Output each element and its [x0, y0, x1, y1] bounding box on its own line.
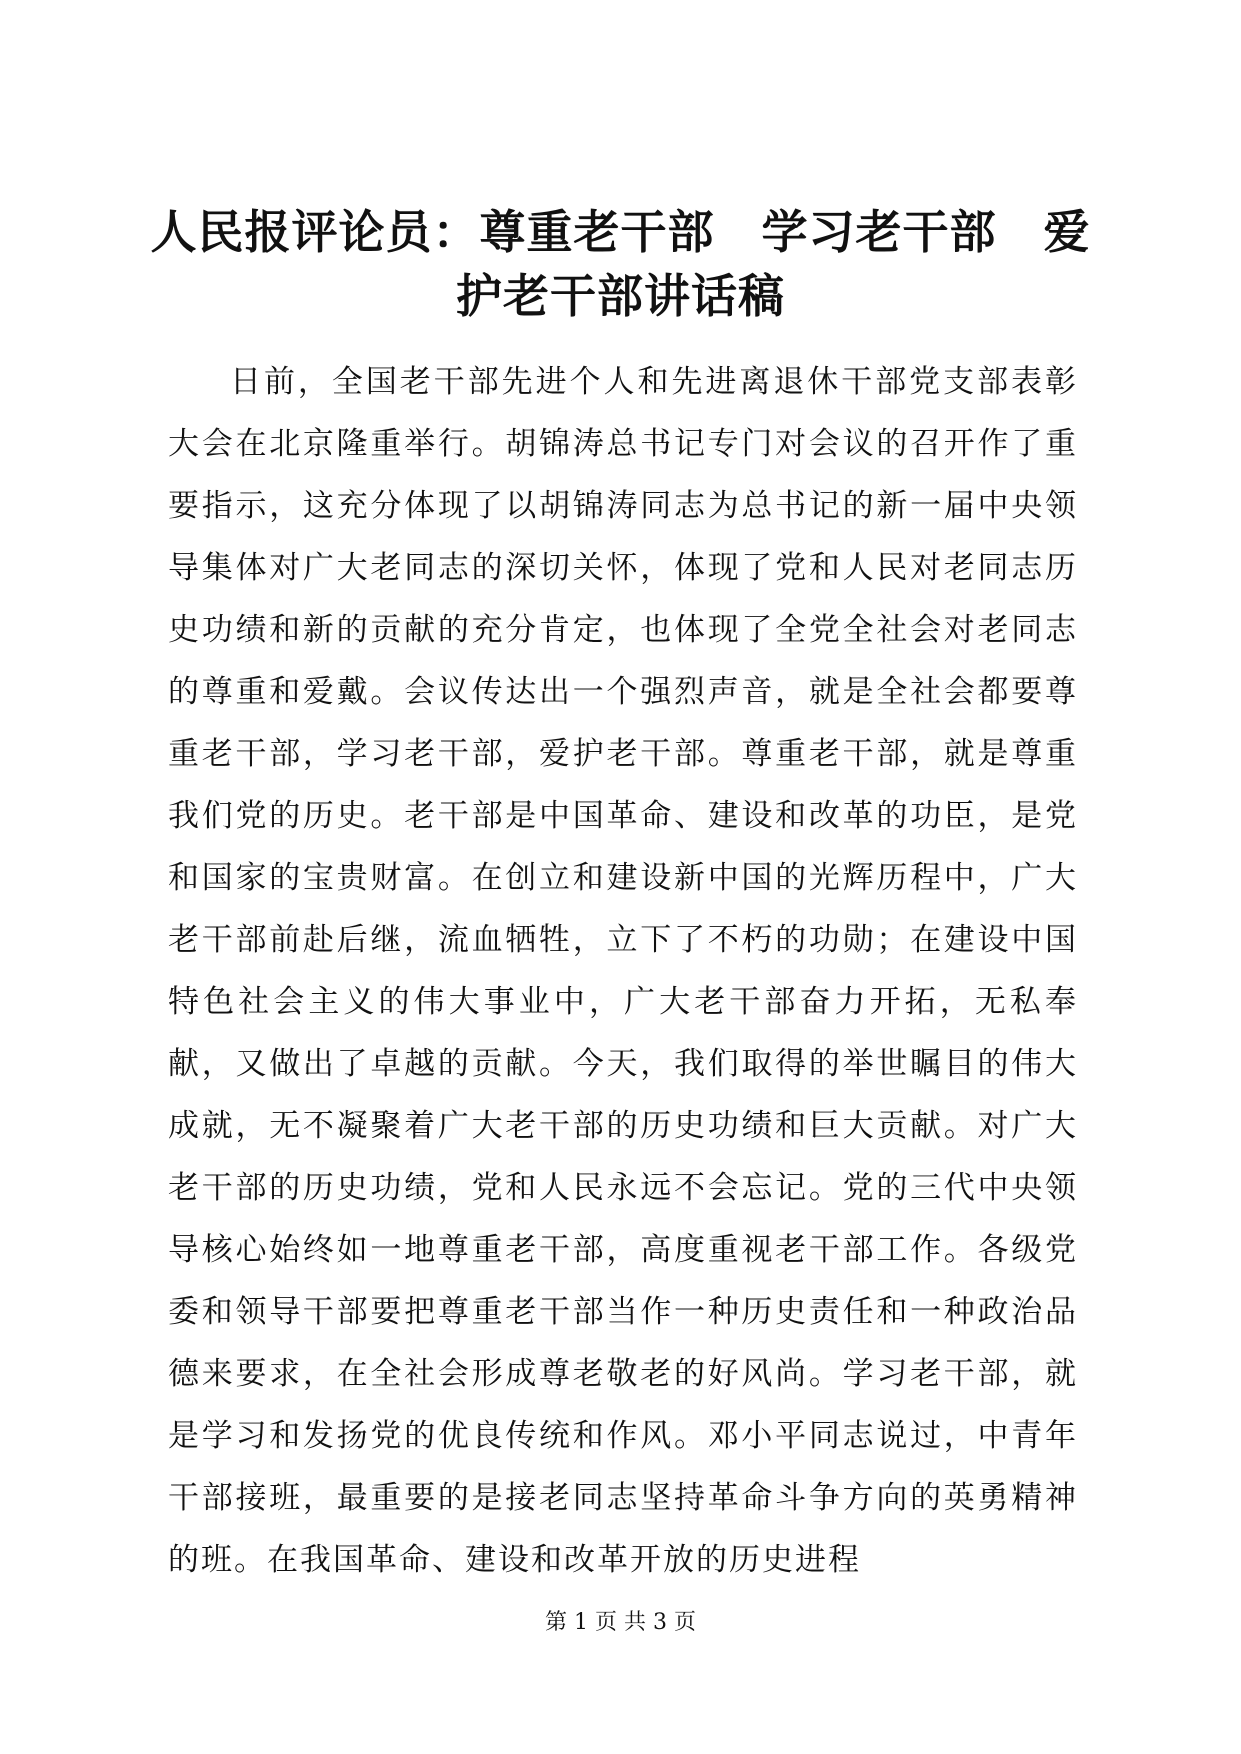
body-paragraph: 日前，全国老干部先进个人和先进离退休干部党支部表彰大会在北京隆重举行。胡锦涛总书记专门对会议的召开作了重要指示，这充分体现了以胡锦涛同志为总书记的新一届中央领导集体对广大老同志的深切关怀，体现了党和人民对老同志历史功绩和新的贡献的充分肯定，也体现了全党全社会对老同志的尊重和爱戴。会议传达出一个强烈声音，就是全社会都要尊重老干部，学习老干部，爱护老干部。尊重老干部，就是尊重我们党的历史。老干部是中国革命、建设和改革的功臣，是党和国家的宝贵财富。在创立和建设新中国的光辉历程中，广大老干部前赴后继，流血牺牲，立下了不朽的功勋；在建设中国特色社会主义的伟大事业中，广大老干部奋力开拓，无私奉献，又做出了卓越的贡献。今天，我们取得的举世瞩目的伟大成就，无不凝聚着广大老干部的历史功绩和巨大贡献。对广大老干部的历史功绩，党和人民永远不会忘记。党的三代中央领导核心始终如一地尊重老干部，高度重视老干部工作。各级党委和领导干部要把尊重老干部当作一种历史责任和一种政治品德来要求，在全社会形成尊老敬老的好风尚。学习老干部，就是学习和发扬党的优良传统和作风。邓小平同志说过，中青年干部接班，最重要的是接老同志坚持革命斗争方向的英勇精神的班。在我国革命、建设和改革开放的历史进程	[168, 364, 1078, 1578]
page-footer: 第 1 页 共 3 页	[545, 1610, 696, 1635]
document-title: 人民报评论员：尊重老干部 学习老干部 爱护老干部讲话稿	[150, 205, 1091, 323]
